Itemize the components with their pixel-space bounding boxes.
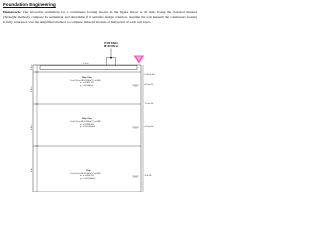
footing-width-label: 1.2 m: [83, 62, 89, 65]
right-label-1: 0.35 m GL: [144, 74, 155, 76]
layer-2-name: Silty Clay: [82, 118, 92, 120]
layer-1-prop-2: e₀ = 0.801 0%: [80, 82, 94, 85]
homework-text: [3, 10, 197, 25]
homework-label: Homework:: [3, 10, 22, 14]
layer-2-prop-3: γₛ = 20.6 kN/m³: [80, 126, 96, 129]
layer-3-name: Clay: [86, 169, 91, 172]
layer-3-prop-2: e₀ = 0.855 0%: [80, 175, 94, 178]
page-title: Foundation Engineering: [3, 2, 56, 7]
footing-stem: [107, 58, 116, 67]
load-label-1: P=80 KN/m: [104, 42, 118, 45]
layer-3-prop-1: Cₜ=0.14 γ=18.0 KN/m³ Cₑ=0.88: [70, 172, 101, 175]
homework-body: The allowable settlement for a continuous footing shown in the figure below is 45 mm. Using the classical method (Terzaghi method), compute its settlement and determine if it satisfies design criterion. Assume the soil beneath the continuous footing is fully saturated. Use the simplified method to compute induced stresses at mid-point of each soil layer.: [3, 10, 197, 24]
load-label-2: M=20 KN.m: [103, 45, 119, 49]
footing-plate: [40, 66, 137, 70]
layer-1-prop-1: Cₜ=0.14 γ=18.0 KN/m³ Cₑ=0.88: [70, 79, 101, 82]
pink-cursor-icon: [133, 54, 145, 64]
layer-1-name: Silty Clay: [82, 76, 92, 79]
depth-label-1: 0.5 m: [31, 64, 33, 70]
right-label-3: 1.5 m GL: [144, 102, 154, 105]
right-label-5: 3 m GL: [144, 174, 152, 177]
right-label-2: 0.5 m GL: [144, 83, 154, 86]
layer-1-prop-3: γₛ = 20 kN/m³: [80, 84, 94, 87]
depth-label-2: 1.5 m: [31, 86, 33, 92]
depth-label-4: 2 m: [31, 168, 33, 172]
depth-label-3: 4.5 m: [31, 124, 33, 130]
layer-2-prop-2: e₀ = 0.899 0%: [80, 123, 94, 126]
layer-3-prop-3: γₛ = 19.8 kN/m³: [80, 177, 96, 180]
layer-2-prop-1: Cₜ=0.14 γ=18.0 KN/m³ Cₑ=0.88: [70, 121, 101, 123]
load-arrow-icon: [110, 49, 112, 60]
right-label-4: 4.5 m GL: [144, 125, 154, 128]
